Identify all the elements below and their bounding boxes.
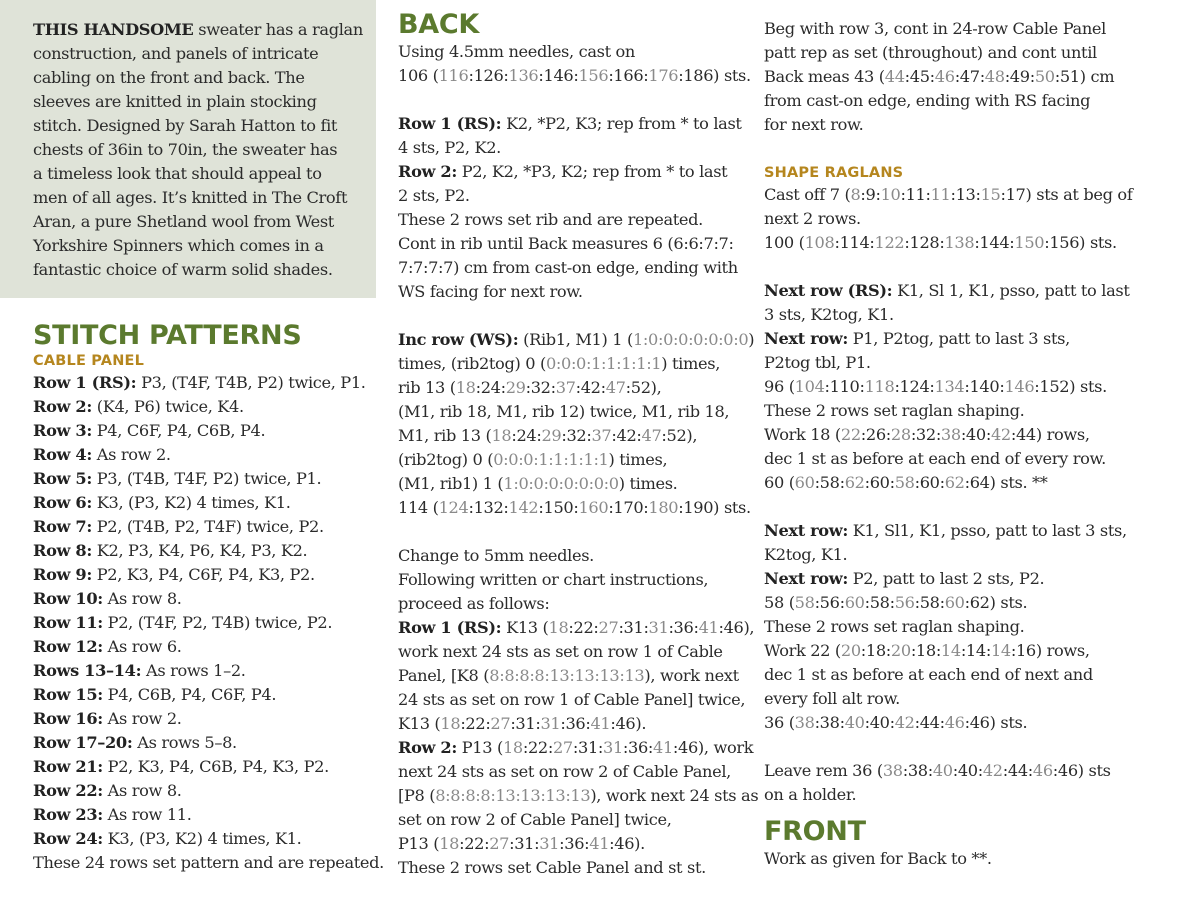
back-caston: 106 (116:126:136:146:156:166:176:186) sts. [398,66,751,85]
panel-row2-f: These 2 rows set Cable Panel and st st. [398,858,706,877]
c3-c1: Next row (RS): K1, Sl 1, K1, psso, patt to last [764,281,1130,300]
cable-row: Row 5: P3, (T4B, T4F, P2) twice, P1. [33,469,322,488]
back-heading: BACK [398,9,480,40]
cable-row: Row 3: P4, C6F, P4, C6B, P4. [33,421,266,440]
inc-6: (rib2tog) 0 (0:0:0:1:1:1:1:1) times, [398,450,668,469]
cable-row: Row 23: As row 11. [33,805,192,824]
panel-row1-c: Panel, [K8 (8:8:8:8:13:13:13:13), work next [398,666,739,685]
inc-3: rib 13 (18:24:29:32:37:42:47:52), [398,378,662,397]
cable-row: Row 22: As row 8. [33,781,182,800]
cable-row: Row 8: K2, P3, K4, P6, K4, P3, K2. [33,541,308,560]
cable-row: Row 2: (K4, P6) twice, K4. [33,397,244,416]
cable-row: Rows 13–14: As rows 1–2. [33,661,246,680]
column-middle [398,0,759,880]
c3-e1: Leave rem 36 (38:38:40:40:42:44:46:46) sts [764,761,1111,780]
panel-row2-b: next 24 sts as set on row 2 of Cable Panel, [398,762,731,781]
c3-c8: dec 1 st as before at each end of every row. [764,449,1106,468]
panel-row1-e: K13 (18:22:27:31:31:36:41:46). [398,714,647,733]
intro-box [0,0,376,298]
cable-panel-rows [33,371,376,851]
intro-line-10: fantastic choice of warm solid shades. [33,260,333,279]
c3-c5: 96 (104:110:118:124:134:140:146:152) sts. [764,377,1107,396]
intro-line-6: a timeless look that should appeal to [33,164,322,183]
c3-a2: patt rep as set (throughout) and cont until [764,43,1097,62]
c3-b2: next 2 rows. [764,209,861,228]
c3-d1: Next row: K1, Sl1, K1, psso, patt to last 3 sts, [764,521,1127,540]
c3-c3: Next row: P1, P2tog, patt to last 3 sts, [764,329,1070,348]
change-1: Change to 5mm needles. [398,546,594,565]
cable-row: Row 7: P2, (T4B, P2, T4F) twice, P2. [33,517,324,536]
panel-row2-e: P13 (18:22:27:31:31:36:41:46). [398,834,645,853]
inc-2: times, (rib2tog) 0 (0:0:0:1:1:1:1:1) times, [398,354,720,373]
intro-line-5: chests of 36in to 70in, the sweater has [33,140,338,159]
intro-line-9: Yorkshire Spinners which comes in a [33,236,324,255]
cable-row: Row 15: P4, C6B, P4, C6F, P4. [33,685,277,704]
back-rib-1: These 2 rows set rib and are repeated. [398,210,703,229]
c3-c2: 3 sts, K2tog, K1. [764,305,894,324]
change-3: proceed as follows: [398,594,550,613]
cable-row: Row 4: As row 2. [33,445,171,464]
c3-d9: 36 (38:38:40:40:42:44:46:46) sts. [764,713,1028,732]
back-rib-4: WS facing for next row. [398,282,583,301]
c3-f1: Work as given for Back to **. [764,849,992,868]
c3-a5: for next row. [764,115,864,134]
panel-row1: Row 1 (RS): K13 (18:22:27:31:31:36:41:46), [398,618,755,637]
c3-d6: Work 22 (20:18:20:18:14:14:14:16) rows, [764,641,1090,660]
c3-d7: dec 1 st as before at each end of next and [764,665,1093,684]
c3-d4: 58 (58:56:60:58:56:58:60:62) sts. [764,593,1028,612]
panel-row1-d: 24 sts as set on row 1 of Cable Panel] twice, [398,690,746,709]
cable-row: Row 9: P2, K3, P4, C6F, P4, K3, P2. [33,565,315,584]
back-row1: Row 1 (RS): K2, *P2, K3; rep from * to last [398,114,742,133]
cable-row: Row 1 (RS): P3, (T4F, T4B, P2) twice, P1. [33,373,366,392]
stitch-patterns-section [0,298,384,875]
intro-line-2: cabling on the front and back. The [33,68,305,87]
c3-c9: 60 (60:58:62:60:58:60:62:64) sts. ** [764,473,1048,492]
c3-d3: Next row: P2, patt to last 2 sts, P2. [764,569,1045,588]
stitch-patterns-heading: STITCH PATTERNS [33,320,302,351]
cable-row: Row 6: K3, (P3, K2) 4 times, K1. [33,493,291,512]
c3-c7: Work 18 (22:26:28:32:38:40:42:44) rows, [764,425,1090,444]
column-right [764,0,1194,871]
inc-8: 114 (124:132:142:150:160:170:180:190) sts. [398,498,751,517]
inc-5: M1, rib 13 (18:24:29:32:37:42:47:52), [398,426,698,445]
c3-b1: Cast off 7 (8:9:10:11:11:13:15:17) sts at beg of [764,185,1133,204]
back-rib-3: 7:7:7:7) cm from cast-on edge, ending with [398,258,738,277]
cable-row: Row 16: As row 2. [33,709,182,728]
cable-row: Row 24: K3, (P3, K2) 4 times, K1. [33,829,302,848]
cable-row: Row 11: P2, (T4F, P2, T4B) twice, P2. [33,613,333,632]
c3-a1: Beg with row 3, cont in 24-row Cable Panel [764,19,1106,38]
change-2: Following written or chart instructions, [398,570,709,589]
c3-a4: from cast-on edge, ending with RS facing [764,91,1091,110]
front-heading: FRONT [764,816,866,847]
intro-line-0: THIS HANDSOME sweater has a raglan [33,20,363,39]
c3-c6: These 2 rows set raglan shaping. [764,401,1025,420]
intro-lead: THIS HANDSOME [33,20,194,39]
intro-line-3: sleeves are knitted in plain stocking [33,92,317,111]
cable-panel-footer: These 24 rows set pattern and are repeated. [33,853,384,872]
back-row1-cont: 4 sts, P2, K2. [398,138,501,157]
cable-row: Row 12: As row 6. [33,637,182,656]
cable-row: Row 17–20: As rows 5–8. [33,733,237,752]
shape-raglans-heading: SHAPE RAGLANS [764,165,904,181]
back-p1: Using 4.5mm needles, cast on [398,42,635,61]
c3-d8: every foll alt row. [764,689,900,708]
back-row2-cont: 2 sts, P2. [398,186,470,205]
intro-line-8: Aran, a pure Shetland wool from West [33,212,334,231]
back-row2: Row 2: P2, K2, *P3, K2; rep from * to last [398,162,728,181]
column-left [0,0,384,875]
panel-row2: Row 2: P13 (18:22:27:31:31:36:41:46), work [398,738,754,757]
panel-row2-d: set on row 2 of Cable Panel] twice, [398,810,672,829]
panel-row2-c: [P8 (8:8:8:8:13:13:13:13), work next 24 sts as [398,786,759,805]
intro-line-7: men of all ages. It’s knitted in The Croft [33,188,348,207]
c3-c4: P2tog tbl, P1. [764,353,871,372]
cable-row: Row 21: P2, K3, P4, C6B, P4, K3, P2. [33,757,329,776]
inc-4: (M1, rib 18, M1, rib 12) twice, M1, rib 18, [398,402,730,421]
back-rib-2: Cont in rib until Back measures 6 (6:6:7:7: [398,234,734,253]
c3-e2: on a holder. [764,785,857,804]
cable-row: Row 10: As row 8. [33,589,182,608]
cable-panel-heading: CABLE PANEL [33,353,145,369]
panel-row1-b: work next 24 sts as set on row 1 of Cable [398,642,723,661]
intro-line-4: stitch. Designed by Sarah Hatton to fit [33,116,338,135]
inc-7: (M1, rib1) 1 (1:0:0:0:0:0:0:0) times. [398,474,678,493]
intro-line-1: construction, and panels of intricate [33,44,319,63]
c3-d5: These 2 rows set raglan shaping. [764,617,1025,636]
c3-b3: 100 (108:114:122:128:138:144:150:156) sts. [764,233,1117,252]
c3-d2: K2tog, K1. [764,545,848,564]
c3-a3: Back meas 43 (44:45:46:47:48:49:50:51) cm [764,67,1115,86]
inc-row: Inc row (WS): (Rib1, M1) 1 (1:0:0:0:0:0:0:0) [398,330,755,349]
